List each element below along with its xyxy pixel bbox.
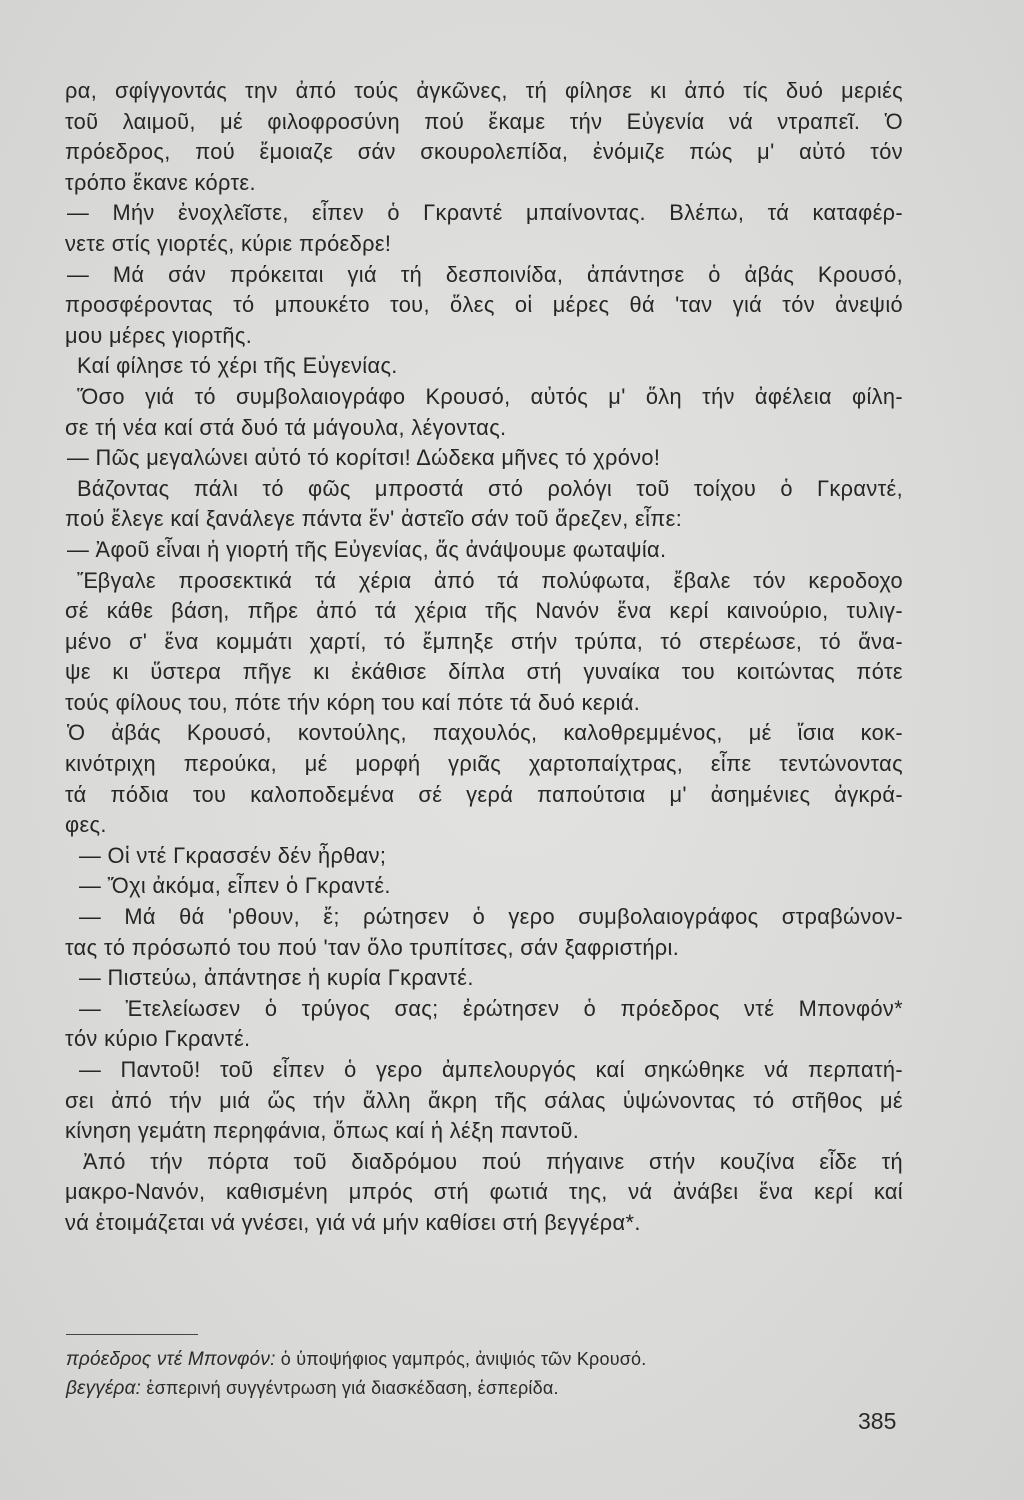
footnote-term: βεγγέρα: [66, 1378, 142, 1399]
body-text [65, 76, 903, 1239]
page-number: 385 [858, 1408, 897, 1434]
text-line: τά πόδια του καλοποδεμένα σέ γερά παπούτσια μ' ἀσημένιες ἀγκρά- [65, 781, 903, 807]
text-line: φες. [65, 812, 107, 838]
footnote-text: ὁ ὑποψήφιος γαμπρός, ἀνιψιός τῶν Κρουσό. [280, 1349, 647, 1369]
text-line: νετε στίς γιορτές, κύριε πρόεδρε! [65, 230, 392, 256]
text-line: πού ἔλεγε καί ξανάλεγε πάντα ἕν' ἀστεῖο σάν τοῦ ἄρεζεν, εἶπε: [65, 506, 683, 532]
text-line: κινότριχη περούκα, μέ μορφή γριᾶς χαρτοπαίχτρας, εἶπε τεντώνοντας [65, 751, 903, 777]
text-line: — Πιστεύω, ἀπάντησε ἡ κυρία Γκραντέ. [79, 965, 474, 991]
text-line: κίνηση γεμάτη περηφάνια, ὅπως καί ἡ λέξη παντοῦ. [65, 1118, 580, 1144]
text-line: Ὅσο γιά τό συμβολαιογράφο Κρουσό, αὐτός μ' ὅλη τήν ἀφέλεια φίλη- [77, 383, 903, 409]
text-line: τοῦ λαιμοῦ, μέ φιλοφροσύνη πού ἔκαμε τήν Εὐγενία νά ντραπεῖ. Ὁ [65, 108, 903, 134]
text-line: σέ κάθε βάση, πῆρε ἀπό τά χέρια τῆς Νανόν ἕνα κερί καινούριο, τυλιγ- [65, 598, 903, 624]
text-line: τόν κύριο Γκραντέ. [65, 1026, 251, 1052]
text-line: Ἀπό τήν πόρτα τοῦ διαδρόμου πού πήγαινε στήν κουζίνα εἶδε τή [83, 1148, 903, 1174]
text-line: — Μά σάν πρόκειται γιά τή δεσποινίδα, ἀπάντησε ὁ ἀβάς Κρουσό, [67, 261, 903, 287]
text-line: Βάζοντας πάλι τό φῶς μπροστά στό ρολόγι τοῦ τοίχου ὁ Γκραντέ, [77, 475, 903, 501]
footnote [66, 1374, 896, 1403]
footnotes [66, 1345, 896, 1403]
text-line: Καί φίλησε τό χέρι τῆς Εὐγενίας. [77, 353, 398, 379]
text-line: τας τό πρόσωπό του πού 'ταν ὅλο τρυπίτσες, σάν ξαφριστήρι. [65, 934, 680, 960]
text-line: — Μήν ἐνοχλεῖστε, εἶπεν ὁ Γκραντέ μπαίνοντας. Βλέπω, τά καταφέρ- [67, 200, 903, 226]
footnote-text: ἑσπερινή συγγέντρωση γιά διασκέδαση, ἑσπερίδα. [146, 1378, 559, 1398]
text-line: — Ἀφοῦ εἶναι ἡ γιορτή τῆς Εὐγενίας, ἄς ἀνάψουμε φωταψία. [67, 536, 667, 562]
text-line: πρόεδρος, πού ἔμοιαζε σάν σκουρολεπίδα, ἐνόμιζε πώς μ' αὐτό τόν [65, 139, 903, 165]
text-line: ψε κι ὕστερα πῆγε κι ἐκάθισε δίπλα στή γυναίκα του κοιτώντας πότε [65, 659, 903, 685]
text-line: τρόπο ἔκανε κόρτε. [65, 169, 256, 195]
text-line: ρα, σφίγγοντάς την ἀπό τούς ἀγκῶνες, τή φίλησε κι ἀπό τίς δυό μεριές [65, 78, 903, 103]
text-line: μένο σ' ἕνα κομμάτι χαρτί, τό ἔμπηξε στήν τρύπα, τό στερέωσε, τό ἄνα- [65, 628, 903, 654]
text-line: — Ἐτελείωσεν ὁ τρύγος σας; ἐρώτησεν ὁ πρόεδρος ντέ Μπονφόν* [79, 995, 903, 1021]
footnote [66, 1345, 896, 1374]
text-line: — Παντοῦ! τοῦ εἶπεν ὁ γερο ἀμπελουργός καί σηκώθηκε νά περπατή- [79, 1057, 903, 1082]
text-line: — Μά θά 'ρθουν, ἔ; ρώτησεν ὁ γερο συμβολαιογράφος στραβώνον- [79, 904, 903, 930]
footnote-divider [66, 1334, 198, 1335]
text-line: — Πῶς μεγαλώνει αὐτό τό κορίτσι! Δώδεκα μῆνες τό χρόνο! [67, 445, 661, 471]
text-line: τούς φίλους του, πότε τήν κόρη του καί πότε τά δυό κεριά. [65, 689, 641, 715]
footnote-term: πρόεδρος ντέ Μπονφόν: [66, 1349, 276, 1370]
text-line: Ὁ ἀβάς Κρουσό, κοντούλης, παχουλός, καλοθρεμμένος, μέ ἴσια κοκ- [67, 720, 903, 746]
text-line: — Οἱ ντέ Γκρασσέν δέν ἦρθαν; [79, 842, 387, 868]
text-line: σε τή νέα καί στά δυό τά μάγουλα, λέγοντας. [65, 414, 507, 440]
text-line: προσφέροντας τό μπουκέτο του, ὅλες οἱ μέρες θά 'ταν γιά τόν ἀνεψιό [65, 292, 903, 318]
text-line: — Ὄχι ἀκόμα, εἶπεν ὁ Γκραντέ. [79, 873, 391, 899]
text-line: μου μέρες γιορτῆς. [65, 322, 253, 348]
text-line: σει ἀπό τήν μιά ὥς τήν ἄλλη ἄκρη τῆς σάλας ὑψώνοντας τό στῆθος μέ [65, 1087, 903, 1113]
text-line: Ἔβγαλε προσεκτικά τά χέρια ἀπό τά πολύφωτα, ἔβαλε τόν κεροδοχο [77, 567, 903, 593]
text-line: μακρο-Νανόν, καθισμένη μπρός στή φωτιά της, νά ἀνάβει ἕνα κερί καί [65, 1179, 903, 1205]
text-line: νά ἑτοιμάζεται νά γνέσει, γιά νά μήν καθίσει στή βεγγέρα*. [65, 1209, 641, 1235]
